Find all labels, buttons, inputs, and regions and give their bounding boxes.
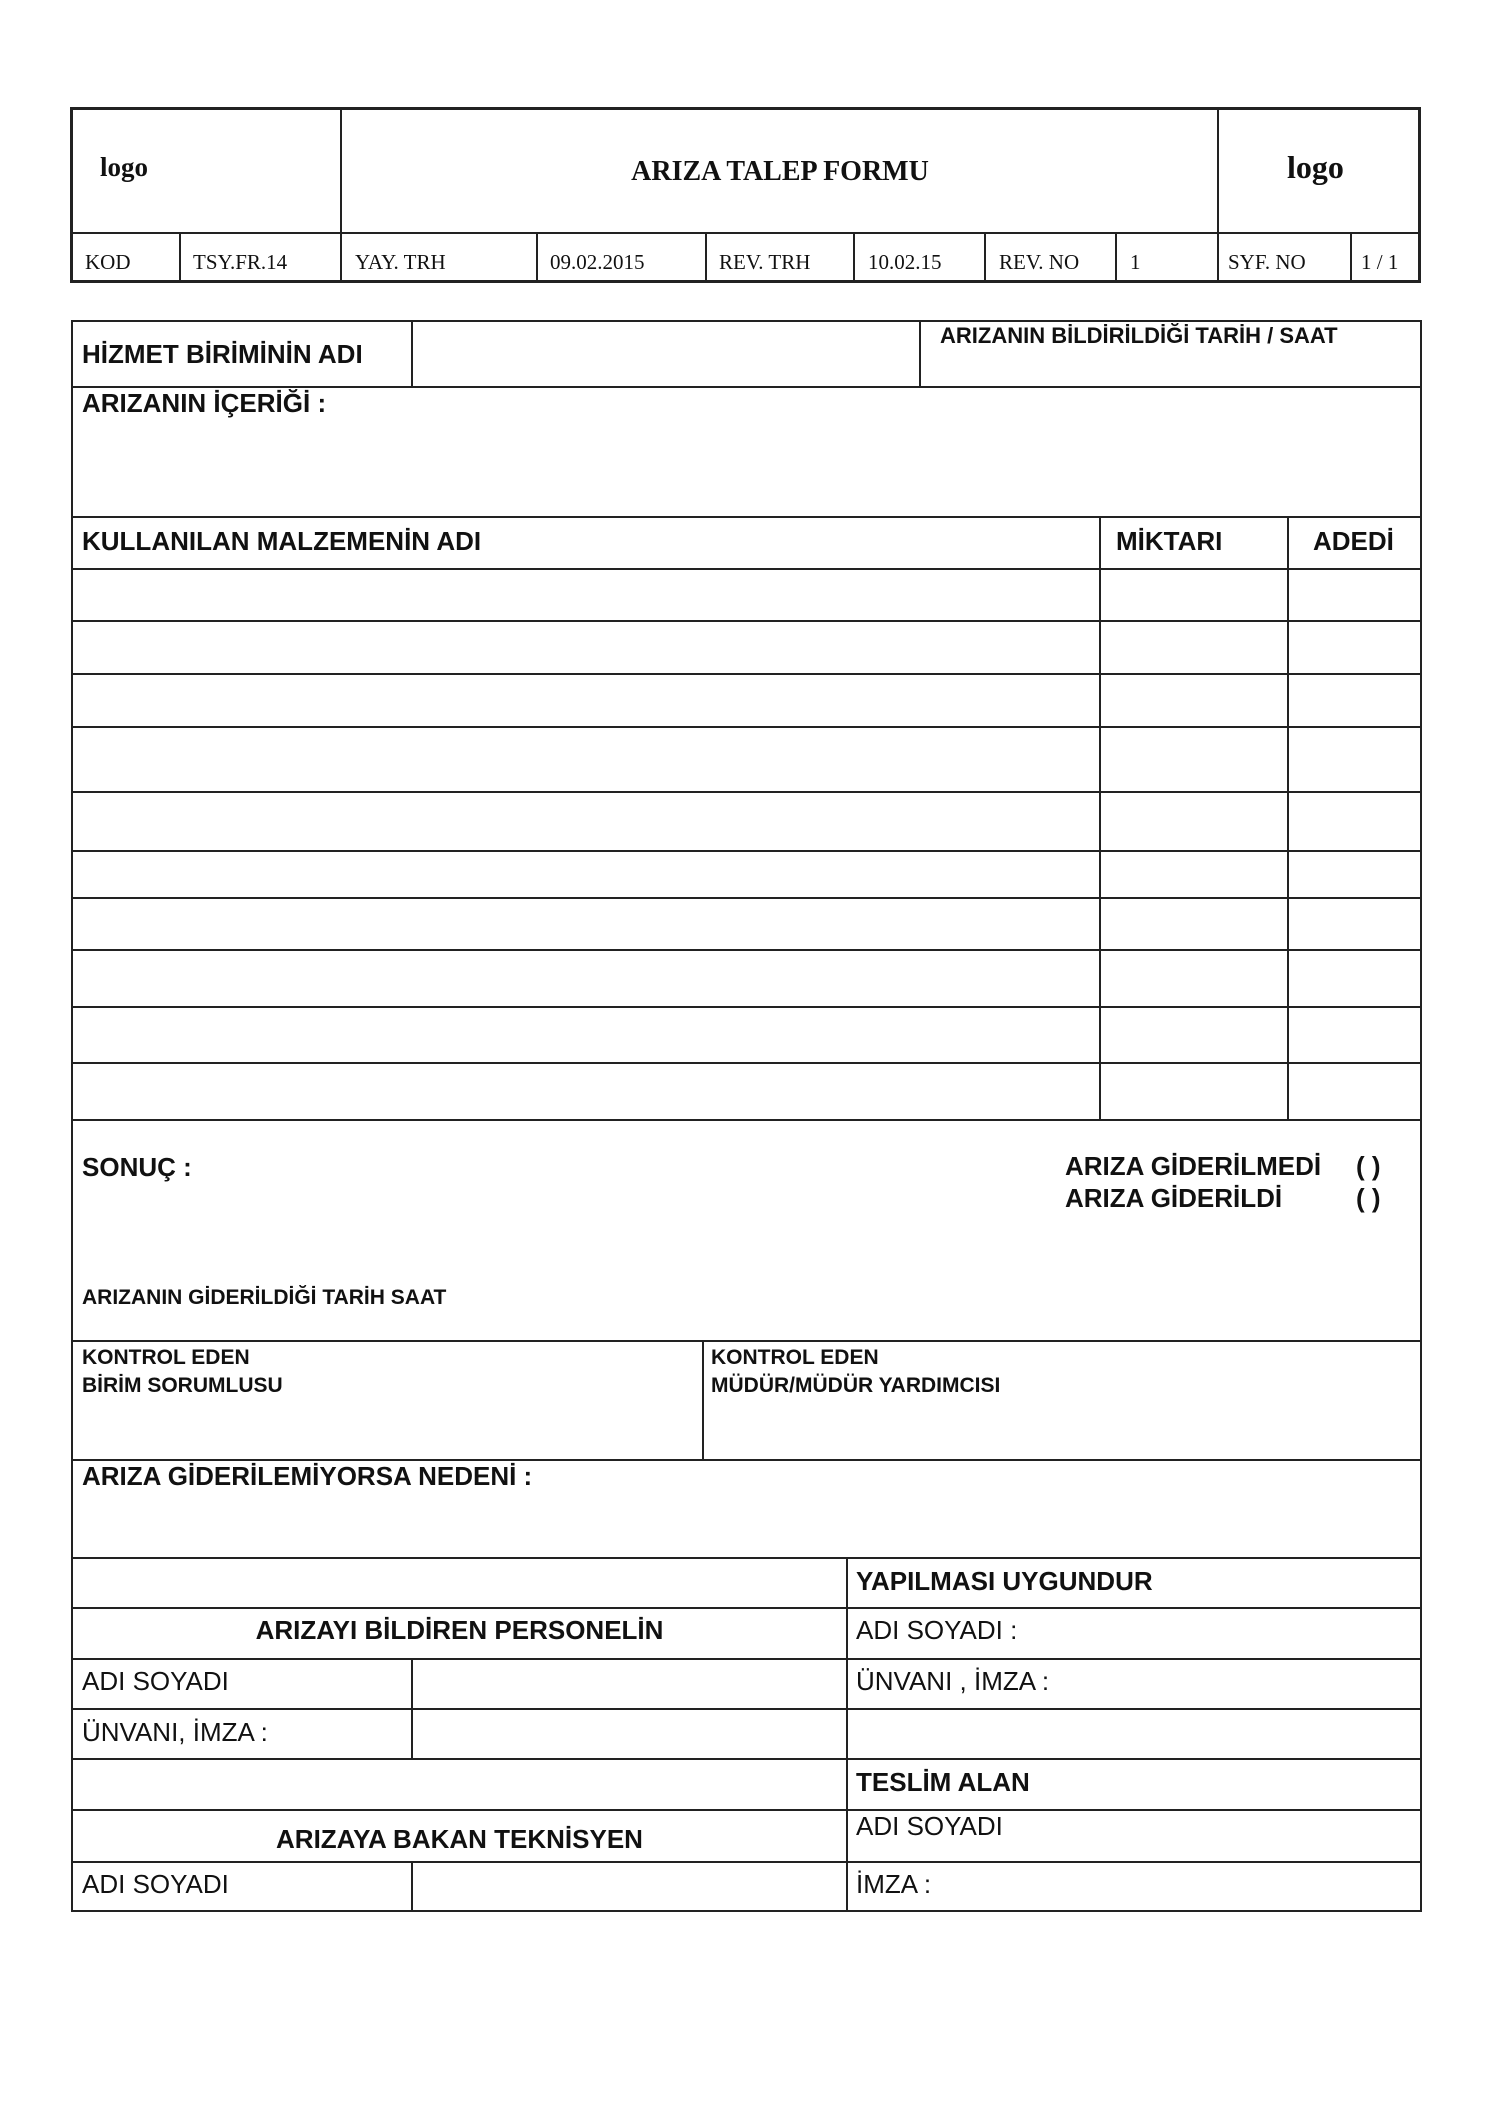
- kontrol-mudur-line1: KONTROL EDEN: [711, 1346, 879, 1369]
- rev-no-value: 1: [1130, 250, 1141, 274]
- yay-trh-label: YAY. TRH: [355, 250, 446, 274]
- ariza-icerigi-field[interactable]: [77, 422, 1417, 512]
- material-name-cell[interactable]: [77, 623, 1095, 671]
- kontrol-birim-line1: KONTROL EDEN: [82, 1346, 250, 1369]
- teslim-imza-label: İMZA :: [856, 1869, 932, 1899]
- col-divider: [846, 1557, 848, 1912]
- material-adet-cell[interactable]: [1291, 1065, 1419, 1117]
- yapilmasi-adi-soyadi-label: ADI SOYADI :: [856, 1615, 1018, 1645]
- header-divider: [705, 232, 707, 281]
- material-miktar-cell[interactable]: [1103, 1065, 1283, 1117]
- material-miktar-cell[interactable]: [1103, 794, 1283, 848]
- col-divider: [702, 1340, 704, 1459]
- sonuc-label: SONUÇ :: [82, 1152, 192, 1182]
- miktar-header: MİKTARI: [1116, 526, 1223, 556]
- row-divider: [73, 949, 1422, 951]
- header-divider: [340, 110, 342, 281]
- material-adet-cell[interactable]: [1291, 853, 1419, 895]
- document-header: [70, 107, 1421, 283]
- header-divider: [984, 232, 986, 281]
- giderildi-checkbox[interactable]: ( ): [1356, 1183, 1381, 1213]
- material-name-cell[interactable]: [77, 952, 1095, 1004]
- header-divider: [179, 232, 181, 281]
- rev-no-label: REV. NO: [999, 250, 1080, 274]
- material-adet-cell[interactable]: [1291, 729, 1419, 789]
- row-divider: [73, 850, 1422, 852]
- col-divider: [1287, 516, 1289, 1119]
- rev-trh-label: REV. TRH: [719, 250, 811, 274]
- material-adet-cell[interactable]: [1291, 676, 1419, 724]
- teslim-adi-soyadi-label: ADI SOYADI: [856, 1811, 1003, 1841]
- col-divider: [411, 1861, 413, 1912]
- kontrol-mudur-line2: MÜDÜR/MÜDÜR YARDIMCISI: [711, 1374, 1001, 1397]
- col-divider: [919, 322, 921, 386]
- row-divider: [73, 1119, 1422, 1121]
- material-name-cell[interactable]: [77, 853, 1095, 895]
- kod-value: TSY.FR.14: [193, 250, 288, 274]
- bildiren-unvani-imza-field[interactable]: [415, 1711, 843, 1756]
- material-miktar-cell[interactable]: [1103, 676, 1283, 724]
- material-adet-cell[interactable]: [1291, 900, 1419, 947]
- material-adet-cell[interactable]: [1291, 571, 1419, 618]
- row-divider: [73, 568, 1422, 570]
- form-title: ARIZA TALEP FORMU: [631, 156, 929, 187]
- material-name-cell[interactable]: [77, 676, 1095, 724]
- material-adet-cell[interactable]: [1291, 1009, 1419, 1060]
- material-miktar-cell[interactable]: [1103, 853, 1283, 895]
- row-divider: [73, 1708, 1422, 1710]
- row-divider: [73, 1758, 1422, 1760]
- header-divider: [1115, 232, 1117, 281]
- material-name-cell[interactable]: [77, 729, 1095, 789]
- material-name-cell[interactable]: [77, 794, 1095, 848]
- row-divider: [73, 1062, 1422, 1064]
- teslim-alan-label: TESLİM ALAN: [856, 1767, 1030, 1797]
- material-adet-cell[interactable]: [1291, 952, 1419, 1004]
- row-divider: [73, 620, 1422, 622]
- material-adet-cell[interactable]: [1291, 623, 1419, 671]
- giderildi-label: ARIZA GİDERİLDİ: [1065, 1183, 1283, 1213]
- hizmet-birimi-label: HİZMET BİRİMİNİN ADI: [82, 339, 363, 369]
- kod-label: KOD: [85, 250, 131, 274]
- yapilmasi-unvani-imza-label: ÜNVANI , İMZA :: [856, 1666, 1050, 1696]
- material-name-cell[interactable]: [77, 571, 1095, 618]
- row-divider: [73, 1340, 1422, 1342]
- material-miktar-cell[interactable]: [1103, 900, 1283, 947]
- giderildigi-tarih-label: ARIZANIN GİDERİLDİĞİ TARİH SAAT: [82, 1286, 447, 1309]
- col-divider: [1099, 516, 1101, 1119]
- material-miktar-cell[interactable]: [1103, 623, 1283, 671]
- row-divider: [73, 1607, 1422, 1609]
- teknisyen-adi-soyadi-field[interactable]: [415, 1864, 843, 1909]
- malzeme-adi-header: KULLANILAN MALZEMENİN ADI: [82, 526, 482, 556]
- yapilmasi-uygundur-label: YAPILMASI UYGUNDUR: [856, 1566, 1153, 1596]
- material-name-cell[interactable]: [77, 1065, 1095, 1117]
- row-divider: [73, 1557, 1422, 1559]
- teknisyen-adi-soyadi-label: ADI SOYADI: [82, 1869, 229, 1899]
- material-miktar-cell[interactable]: [1103, 952, 1283, 1004]
- row-divider: [73, 1809, 1422, 1811]
- yay-trh-value: 09.02.2015: [550, 250, 645, 274]
- syf-no-label: SYF. NO: [1228, 250, 1306, 274]
- row-divider: [73, 673, 1422, 675]
- header-divider: [1217, 110, 1219, 281]
- logo-left: logo: [100, 152, 149, 182]
- hizmet-birimi-field[interactable]: [423, 339, 903, 369]
- material-name-cell[interactable]: [77, 900, 1095, 947]
- material-adet-cell[interactable]: [1291, 794, 1419, 848]
- col-divider: [411, 322, 413, 386]
- bildirim-tarih-label: ARIZANIN BİLDİRİLDİĞİ TARİH / SAAT: [940, 323, 1338, 348]
- giderilmedi-checkbox[interactable]: ( ): [1356, 1151, 1381, 1181]
- ariza-icerigi-label: ARIZANIN İÇERİĞİ :: [82, 388, 327, 418]
- teknisyen-label: ARIZAYA BAKAN TEKNİSYEN: [276, 1824, 643, 1854]
- material-name-cell[interactable]: [77, 1009, 1095, 1060]
- col-divider: [411, 1658, 413, 1758]
- header-divider: [536, 232, 538, 281]
- row-divider: [73, 791, 1422, 793]
- syf-no-value: 1 / 1: [1361, 250, 1399, 274]
- giderilemiyorsa-label: ARIZA GİDERİLEMİYORSA NEDENİ :: [82, 1461, 533, 1491]
- fault-request-form: [71, 320, 1422, 1912]
- kontrol-birim-line2: BİRİM SORUMLUSU: [82, 1374, 283, 1397]
- bildiren-personel-label: ARIZAYI BİLDİREN PERSONELİN: [255, 1615, 664, 1645]
- row-divider: [73, 516, 1422, 518]
- row-divider: [73, 1658, 1422, 1660]
- header-divider: [1350, 232, 1352, 281]
- logo-right: logo: [1287, 149, 1344, 185]
- material-miktar-cell[interactable]: [1103, 571, 1283, 618]
- giderilmedi-label: ARIZA GİDERİLMEDİ: [1065, 1151, 1322, 1181]
- material-miktar-cell[interactable]: [1103, 1009, 1283, 1060]
- bildiren-unvani-imza-label: ÜNVANI, İMZA :: [82, 1717, 268, 1747]
- row-divider: [73, 1861, 1422, 1863]
- row-divider: [73, 897, 1422, 899]
- row-divider: [73, 726, 1422, 728]
- rev-trh-value: 10.02.15: [868, 250, 942, 274]
- header-divider: [853, 232, 855, 281]
- material-miktar-cell[interactable]: [1103, 729, 1283, 789]
- bildiren-adi-soyadi-field[interactable]: [415, 1661, 843, 1706]
- row-divider: [73, 1006, 1422, 1008]
- adet-header: ADEDİ: [1313, 526, 1394, 556]
- bildiren-adi-soyadi-label: ADI SOYADI: [82, 1666, 229, 1696]
